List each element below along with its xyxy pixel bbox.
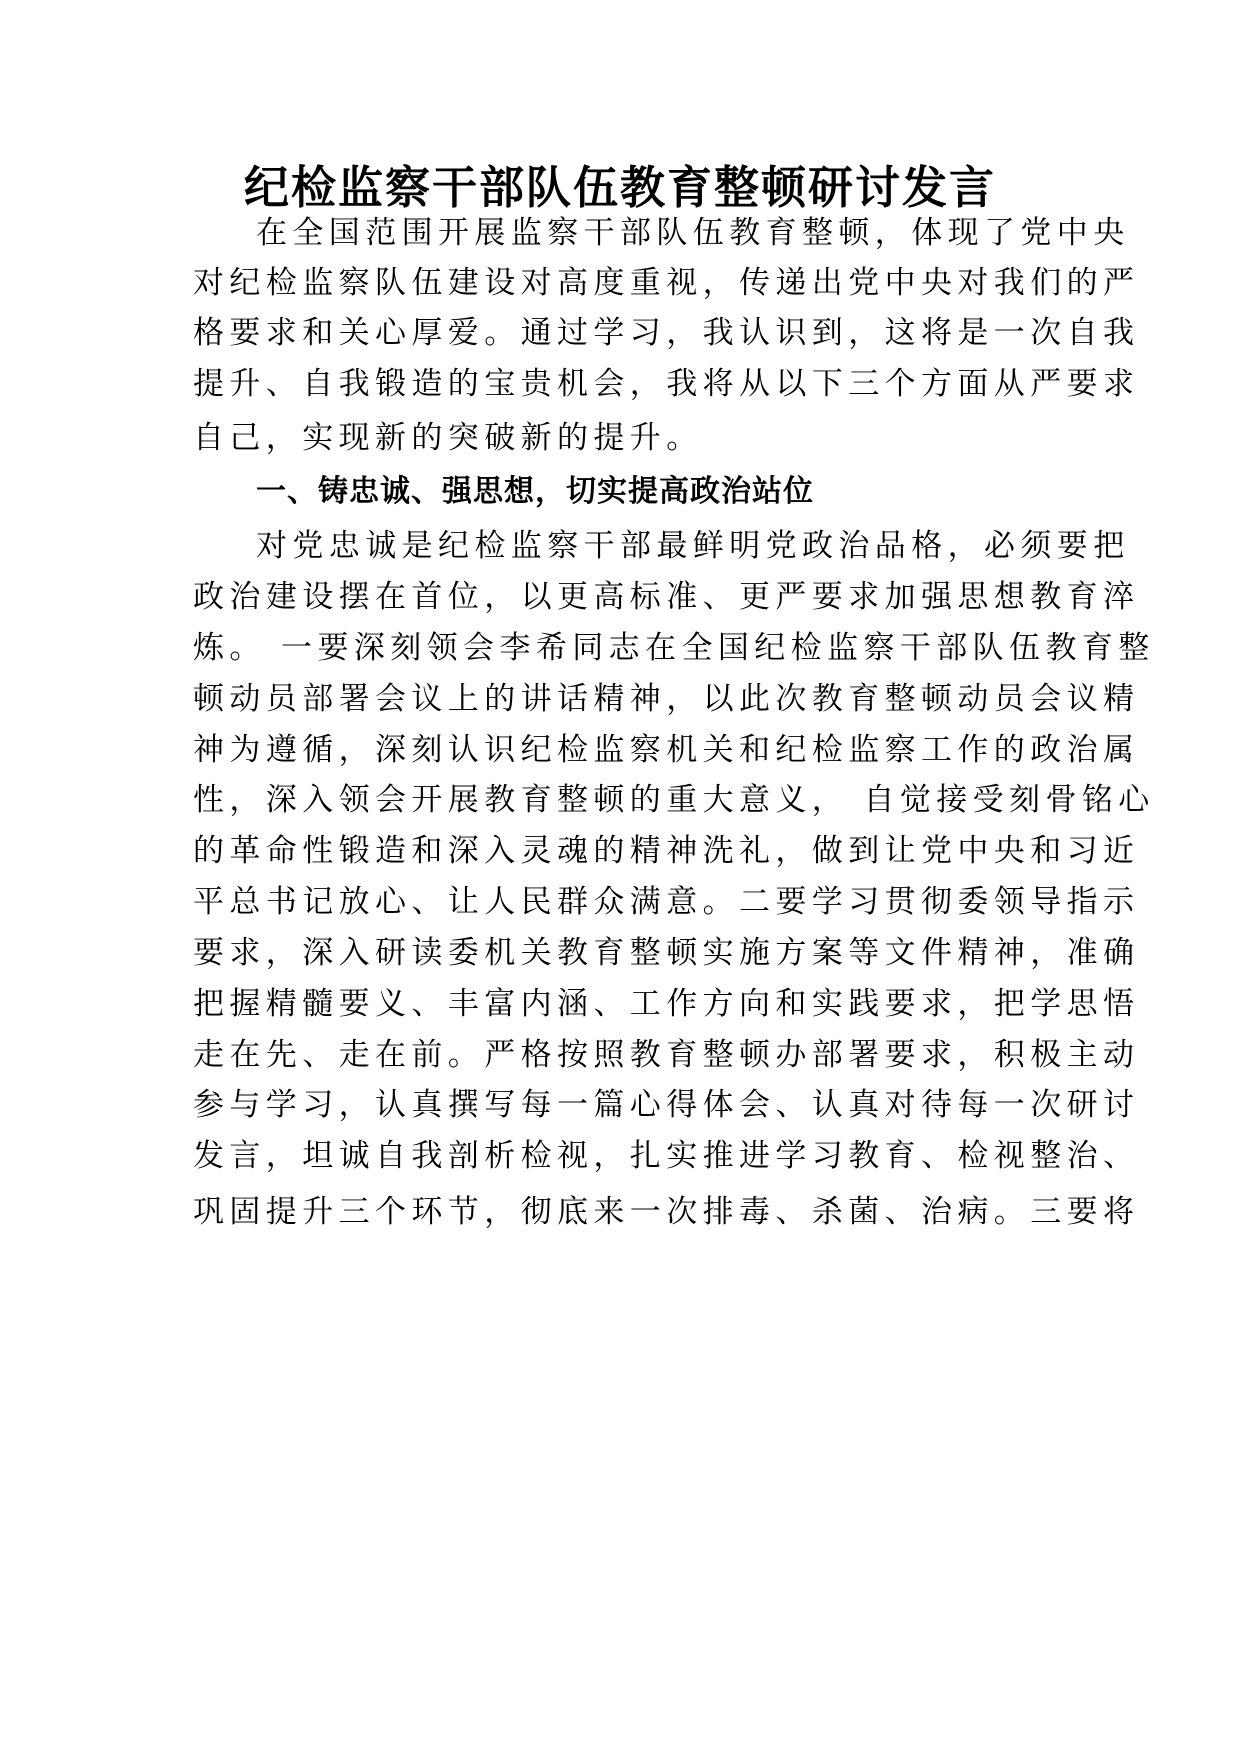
section-line-3: 炼。 一要深刻领会李希同志在全国纪检监察干部队伍教育整: [193, 630, 1155, 666]
section-heading: 一、铸忠诚、强思想，切实提高政治站位: [256, 474, 814, 509]
intro-line-2: 对纪检监察队伍建设对高度重视，传递出党中央对我们的严: [193, 265, 1140, 301]
section-line-5: 神为遵循，深刻认识纪检监察机关和纪检监察工作的政治属: [193, 732, 1140, 768]
section-line-9: 要求，深入研读委机关教育整顿实施方案等文件精神，准确: [193, 935, 1140, 971]
section-line-6: 性，深入领会开展教育整顿的重大意义， 自觉接受刻骨铭心: [193, 782, 1155, 818]
intro-line-4: 提升、自我锻造的宝贵机会，我将从以下三个方面从严要求: [193, 366, 1140, 402]
intro-line-3: 格要求和关心厚爱。通过学习，我认识到，这将是一次自我: [193, 315, 1140, 351]
section-line-12: 参与学习，认真撰写每一篇心得体会、认真对待每一次研讨: [193, 1087, 1140, 1123]
section-line-2: 政治建设摆在首位，以更高标准、更严要求加强思想教育淬: [193, 579, 1140, 615]
section-line-4: 顿动员部署会议上的讲话精神，以此次教育整顿动员会议精: [193, 681, 1140, 717]
document-title: 纪检监察干部队伍教育整顿研讨发言: [243, 161, 996, 214]
section-line-7: 的革命性锻造和深入灵魂的精神洗礼，做到让党中央和习近: [193, 833, 1140, 869]
section-line-1: 对党忠诚是纪检监察干部最鲜明党政治品格，必须要把: [256, 528, 1130, 564]
section-line-10: 把握精髓要义、丰富内涵、工作方向和实践要求，把学思悟: [193, 986, 1140, 1022]
intro-line-5: 自己，实现新的突破新的提升。: [193, 420, 703, 456]
intro-line-1: 在全国范围开展监察干部队伍教育整顿，体现了党中央: [256, 215, 1130, 251]
section-line-14: 巩固提升三个环节，彻底来一次排毒、杀菌、治病。三要将: [193, 1194, 1140, 1230]
section-line-11: 走在先、走在前。严格按照教育整顿办部署要求，积极主动: [193, 1037, 1140, 1073]
section-line-13: 发言，坦诚自我剖析检视，扎实推进学习教育、检视整治、: [193, 1138, 1140, 1174]
section-line-8: 平总书记放心、让人民群众满意。二要学习贯彻委领导指示: [193, 884, 1140, 920]
